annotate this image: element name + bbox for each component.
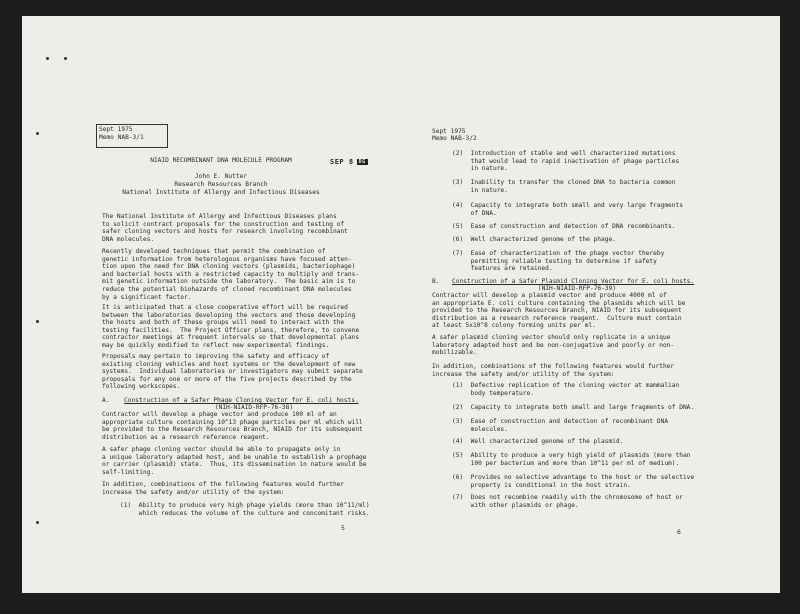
list-item: (5) Ease of construction and detection of DNA recombinants. — [452, 223, 676, 230]
author-institute: National Institute of Allergy and Infectious Diseases — [122, 189, 320, 196]
paragraph: In addition, combinations of the following features would further increase the safety and/or utility of the system: — [432, 363, 675, 378]
section-label: A. — [102, 397, 110, 404]
list-item: (5) Ability to produce a very high yield of plasmids (more than 100 per bacterium and more than 10^11 per ml of medium). — [452, 452, 691, 467]
paragraph: A safer phage cloning vector should be able to propagate only in a unique laboratory adapted host, and be unable to establish a prophage or carrier (plasmid) state. Thus, its dissemination in nature would be self-limiting. — [102, 446, 367, 476]
author-branch: Research Resources Branch — [174, 181, 268, 188]
stamp-date: SEP 8 — [330, 158, 354, 166]
binder-hole — [36, 132, 39, 135]
paragraph: It is anticipated that a close cooperative effort will be required between the laboratories developing the vectors and those developing the hosts and both of these groups will need to interact with the testing facilities. The Project Officer plans, therefore, to convene contractor meetings at frequent intervals so that developmental plans may be quickly modified to reflect new experimental findings. — [102, 304, 360, 349]
binder-hole — [46, 57, 49, 60]
paragraph: Contractor will develop a plasmid vector and produce 4000 ml of an appropriate E. coli culture containing the plasmids which will be provided to the Research Resources Branch, NIAID for its subsequent distribution as a research reference reagent. Culture must contain at least 5x10^8 colony forming units per ml. — [432, 292, 686, 330]
memo-date: Sept 1975 — [432, 128, 466, 135]
list-item: (7) Does not recombine readily with the chromosome of host or with other plasmids or phage. — [452, 494, 683, 509]
section-label: B. — [432, 278, 440, 285]
binder-hole — [36, 521, 39, 524]
paragraph: Recently developed techniques that permit the combination of genetic information from heterologous organisms have focused atten- tion upon the need for DNA cloning vectors (plasmids, bacteriophage) and bacterial hosts with a restricted capacity to multiply and trans- mit genetic information outside the laboratory. The basic aim is to reduce the potential biohazards of cloned recombinant DNA molecules by a significant factor. — [102, 248, 360, 301]
list-item: (4) Well characterized genome of the plasmid. — [452, 438, 624, 445]
list-item: (4) Capacity to integrate both small and very large fragments of DNA. — [452, 202, 683, 217]
rfp-number: (NIH-NIAID-RFP-76-39) — [537, 285, 617, 292]
section-title: Construction of a Safer Phage Cloning Vector for E. coli hosts. — [124, 397, 359, 404]
document-sheet — [22, 16, 780, 593]
received-stamp — [330, 158, 368, 166]
rfp-number: (NIH-NIAID-RFP-76-38) — [214, 404, 294, 411]
paragraph: The National Institute of Allergy and Infectious Diseases plans to solicit contract proposals for the construction and testing of safer cloning vectors and hosts for research involving recombinant DNA molecules. — [102, 213, 348, 243]
paragraph: In addition, combinations of the following features would further increase the safety and/or utility of the system: — [102, 481, 345, 496]
list-item: (2) Introduction of stable and well characterized mutations that would lead to rapid inactivation of phage particles in nature. — [452, 150, 680, 173]
list-item: (1) Defective replication of the cloning vector at mammalian body temperature. — [452, 382, 680, 397]
paragraph: Proposals may pertain to improving the safety and efficacy of existing cloning vehicles and host systems or the development of new systems. Individual laboratories or investigators may submit separate proposals for any one or more of the five projects described by the following workscopes. — [102, 353, 363, 391]
list-item: (1) Ability to produce very high phage yields (more than 10^11/ml) which reduces the volume of the culture and concomitant risks. — [120, 502, 370, 517]
list-item: (2) Capacity to integrate both small and large fragments of DNA. — [452, 404, 695, 411]
paragraph: A safer plasmid cloning vector should only replicate in a unique laboratory adapted host and be non-conjugative and poorly or non- mobilizable. — [432, 334, 675, 357]
list-item: (3) Inability to transfer the cloned DNA to bacteria common in nature. — [452, 179, 676, 194]
binder-hole — [64, 57, 67, 60]
memo-date: Sept 1975 — [99, 126, 133, 133]
list-item: (3) Ease of construction and detection of recombinant DNA molecules. — [452, 418, 669, 433]
page-number: 6 — [677, 528, 681, 536]
memo-number: Memo NAB-3/2 — [432, 135, 477, 142]
section-title: Construction of a Safer Plasmid Cloning Vector for E. coli hosts. — [452, 278, 695, 285]
list-item: (6) Well characterized genome of the phage. — [452, 236, 616, 243]
list-item: (7) Ease of characterization of the phage vector thereby permitting reliable testing to determine if safety features are retained. — [452, 250, 665, 273]
document-title: NIAID RECOMBINANT DNA MOLECULE PROGRAM — [150, 157, 292, 164]
page-number: 5 — [341, 524, 345, 532]
memo-number: Memo NAB-3/1 — [99, 134, 144, 141]
list-item: (6) Provides no selective advantage to the host or the selective property is conditional in the host strain. — [452, 474, 695, 489]
binder-hole — [36, 320, 39, 323]
author-name: John E. Nutter — [194, 173, 248, 180]
paragraph: Contractor will develop a phage vector and produce 100 ml of an appropriate culture containing 10^13 phage particles per ml which will be provided to the Research Resources Branch, NIAID for its subsequent distribution as a research reference reagent. — [102, 411, 363, 441]
stamp-mark: RG — [358, 159, 366, 165]
